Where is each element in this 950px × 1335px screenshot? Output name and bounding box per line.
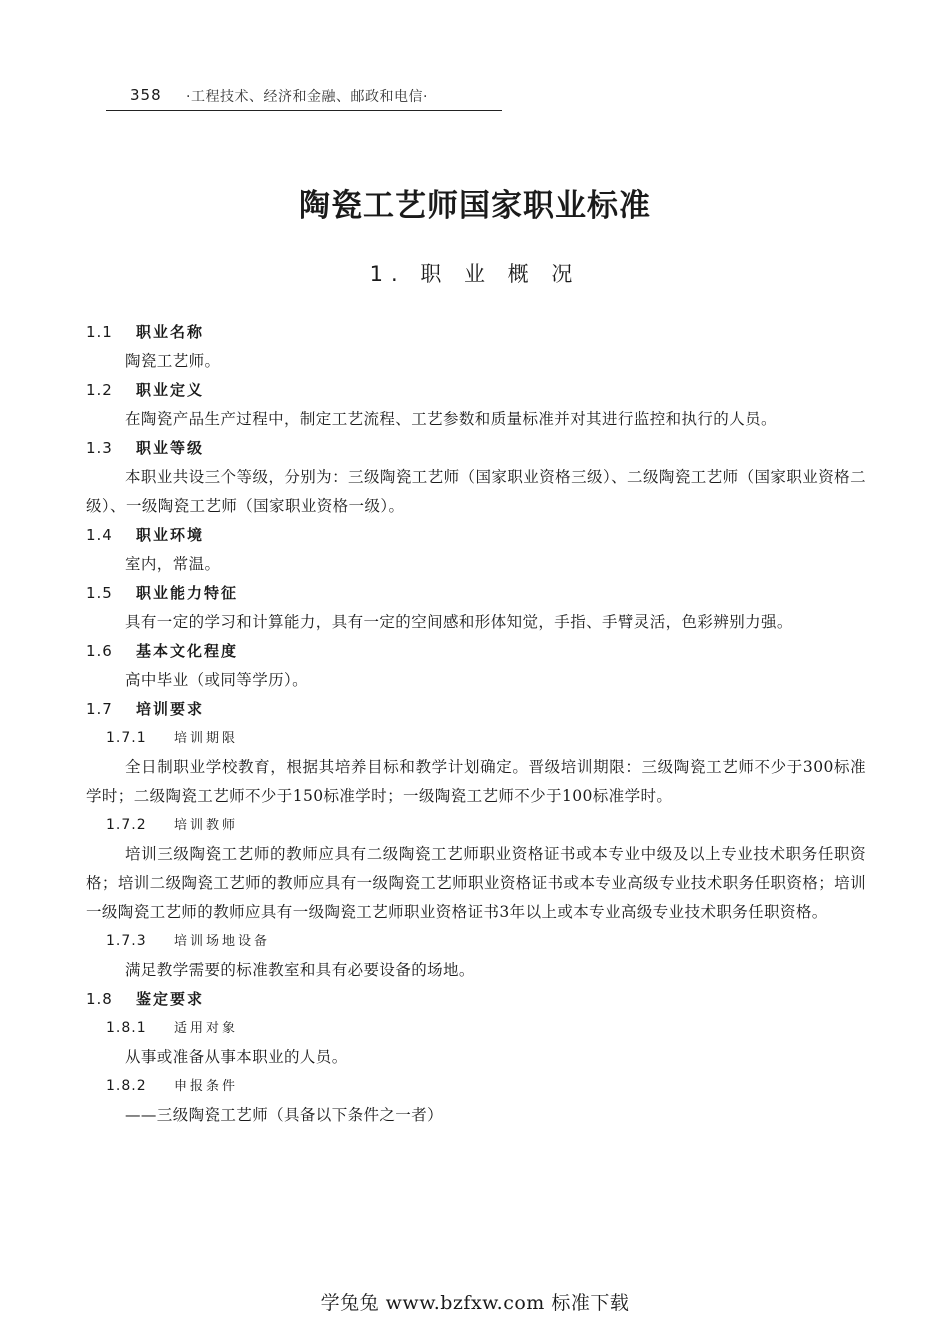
paragraph: 全日制职业学校教育，根据其培养目标和教学计划确定。晋级培训期限：三级陶瓷工艺师不少于300标准学时；二级陶瓷工艺师不少于150标准学时；一级陶瓷工艺师不少于100标准学时。 <box>86 758 866 805</box>
subsection-number: 1.8.2 <box>106 1078 147 1094</box>
section-heading <box>86 985 866 1014</box>
document-title: 陶瓷工艺师国家职业标准 <box>299 188 651 224</box>
running-header <box>106 84 502 111</box>
paragraph: 本职业共设三个等级，分别为：三级陶瓷工艺师（国家职业资格三级）、二级陶瓷工艺师（国家职业资格二级）、一级陶瓷工艺师（国家职业资格一级）。 <box>86 468 866 515</box>
subsection-heading <box>86 1014 866 1043</box>
subsection-number: 1.8.1 <box>106 1020 147 1036</box>
section-heading <box>86 376 866 405</box>
subsection-title: 培训教师 <box>174 818 239 833</box>
section-number: 1.7 <box>86 700 113 718</box>
section-heading <box>86 434 866 463</box>
section-heading <box>86 318 866 347</box>
subsection-title: 培训期限 <box>174 731 239 746</box>
section-number: 1.4 <box>86 526 113 544</box>
section-number: 1.8 <box>86 990 113 1008</box>
paragraph: 具有一定的学习和计算能力，具有一定的空间感和形体知觉，手指、手臂灵活，色彩辨别力强。 <box>125 613 793 631</box>
paragraph: 培训三级陶瓷工艺师的教师应具有二级陶瓷工艺师职业资格证书或本专业中级及以上专业技术职务任职资格；培训二级陶瓷工艺师的教师应具有一级陶瓷工艺师职业资格证书或本专业高级专业技术职务任职资格；培训一级陶瓷工艺师的教师应具有一级陶瓷工艺师职业资格证书3年以上或本专业高级专业技术职务任职资格。 <box>86 845 866 921</box>
subsection-heading <box>86 927 866 956</box>
section-title: 职业环境 <box>136 526 205 544</box>
section-title: 职业定义 <box>136 381 205 399</box>
section-title: 职业名称 <box>136 323 205 341</box>
subsection-title: 申报条件 <box>174 1079 239 1094</box>
subsection-number: 1.7.2 <box>106 817 147 833</box>
section-title: 鉴定要求 <box>136 990 205 1008</box>
section-number: 1.6 <box>86 642 113 660</box>
subsection-heading <box>86 811 866 840</box>
footer-watermark: 学兔兔 www.bzfxw.com 标准下载 <box>320 1292 630 1314</box>
paragraph: 在陶瓷产品生产过程中，制定工艺流程、工艺参数和质量标准并对其进行监控和执行的人员。 <box>125 410 777 428</box>
section-number: 1.5 <box>86 584 113 602</box>
section-title: 培训要求 <box>136 700 205 718</box>
paragraph: 高中毕业（或同等学历）。 <box>125 671 309 689</box>
subsection-heading <box>86 724 866 753</box>
section-title: 职业能力特征 <box>136 584 239 602</box>
section-title: 职业等级 <box>136 439 205 457</box>
section-heading <box>86 579 866 608</box>
section-heading <box>86 695 866 724</box>
paragraph: 满足教学需要的标准教室和具有必要设备的场地。 <box>125 961 475 979</box>
subsection-number: 1.7.1 <box>106 730 147 746</box>
section-title: 基本文化程度 <box>136 642 239 660</box>
section-heading <box>86 637 866 666</box>
subsection-heading <box>86 1072 866 1101</box>
paragraph: 从事或准备从事本职业的人员。 <box>125 1048 348 1066</box>
running-title: ·工程技术、经济和金融、邮政和电信· <box>186 89 428 105</box>
subsection-number: 1.7.3 <box>106 933 147 949</box>
subsection-title: 适用对象 <box>174 1021 239 1036</box>
section-heading <box>86 521 866 550</box>
paragraph: 室内，常温。 <box>125 555 221 573</box>
subsection-title: 培训场地设备 <box>174 934 271 949</box>
chapter-title: 1. 职 业 概 况 <box>369 262 581 286</box>
section-number: 1.2 <box>86 381 113 399</box>
paragraph: 陶瓷工艺师。 <box>125 352 221 370</box>
section-number: 1.3 <box>86 439 113 457</box>
page-number: 358 <box>130 86 162 104</box>
paragraph: ——三级陶瓷工艺师（具备以下条件之一者） <box>125 1106 444 1124</box>
section-number: 1.1 <box>86 323 113 341</box>
document-body <box>86 318 866 1130</box>
